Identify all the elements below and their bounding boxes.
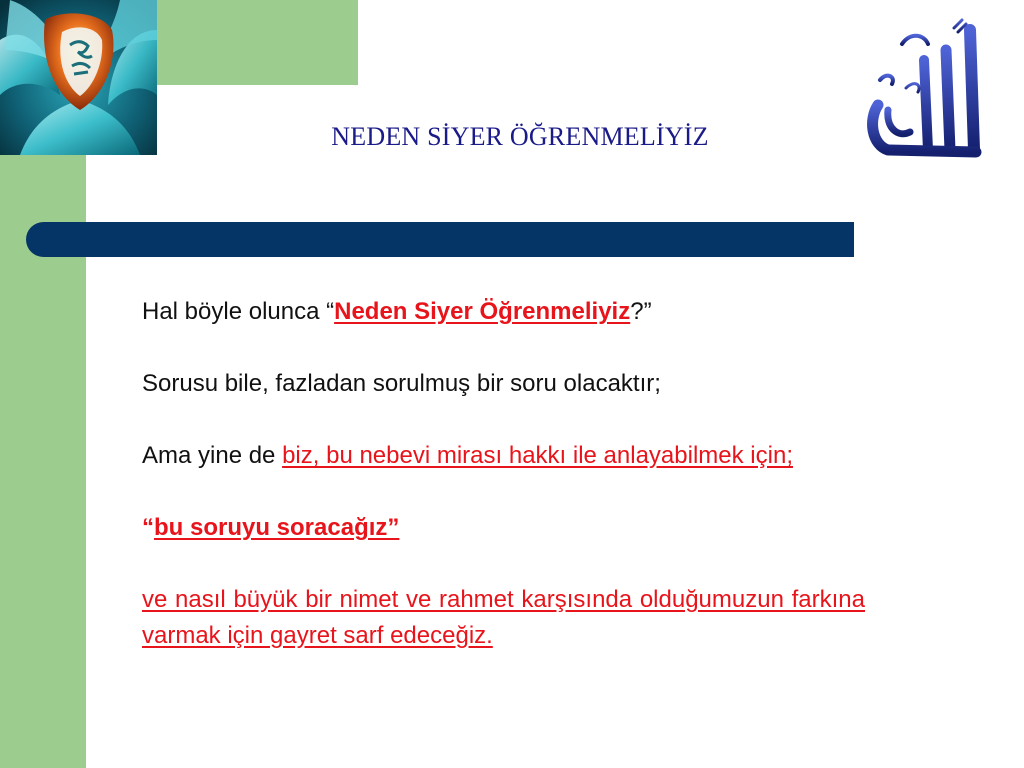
paragraph-3-lead: Ama yine de: [142, 442, 283, 469]
paragraph-4-highlight: bu soruyu soracağız”: [154, 514, 400, 541]
paragraph-1-lead: Hal böyle olunca “: [142, 298, 335, 325]
allah-calligraphy-icon: [858, 10, 998, 165]
slide-body: [142, 294, 865, 654]
paragraph-5: ve nasıl büyük bir nimet ve rahmet karşısında olduğumuzun farkına varmak için gayret sarf edeceğiz.: [142, 586, 865, 649]
slide-title: NEDEN SİYER ÖĞRENMELİYİZ: [331, 122, 709, 151]
paragraph-2: Sorusu bile, fazladan sorulmuş bir soru olacaktır;: [142, 370, 661, 397]
paragraph-3-highlight: biz, bu nebevi mirası hakkı ile anlayabilmek için;: [282, 442, 793, 469]
title-divider-bar: [26, 222, 854, 257]
paragraph-3: [142, 438, 865, 474]
paragraph-1-tail: ?”: [630, 298, 652, 325]
highlight-question: Neden Siyer Öğrenmeliyiz: [334, 298, 631, 325]
paragraph-4: [142, 510, 865, 546]
calligraphy-flower-icon: [0, 0, 157, 155]
paragraph-4-open-quote: “: [142, 514, 154, 541]
paragraph-1: [142, 294, 865, 330]
